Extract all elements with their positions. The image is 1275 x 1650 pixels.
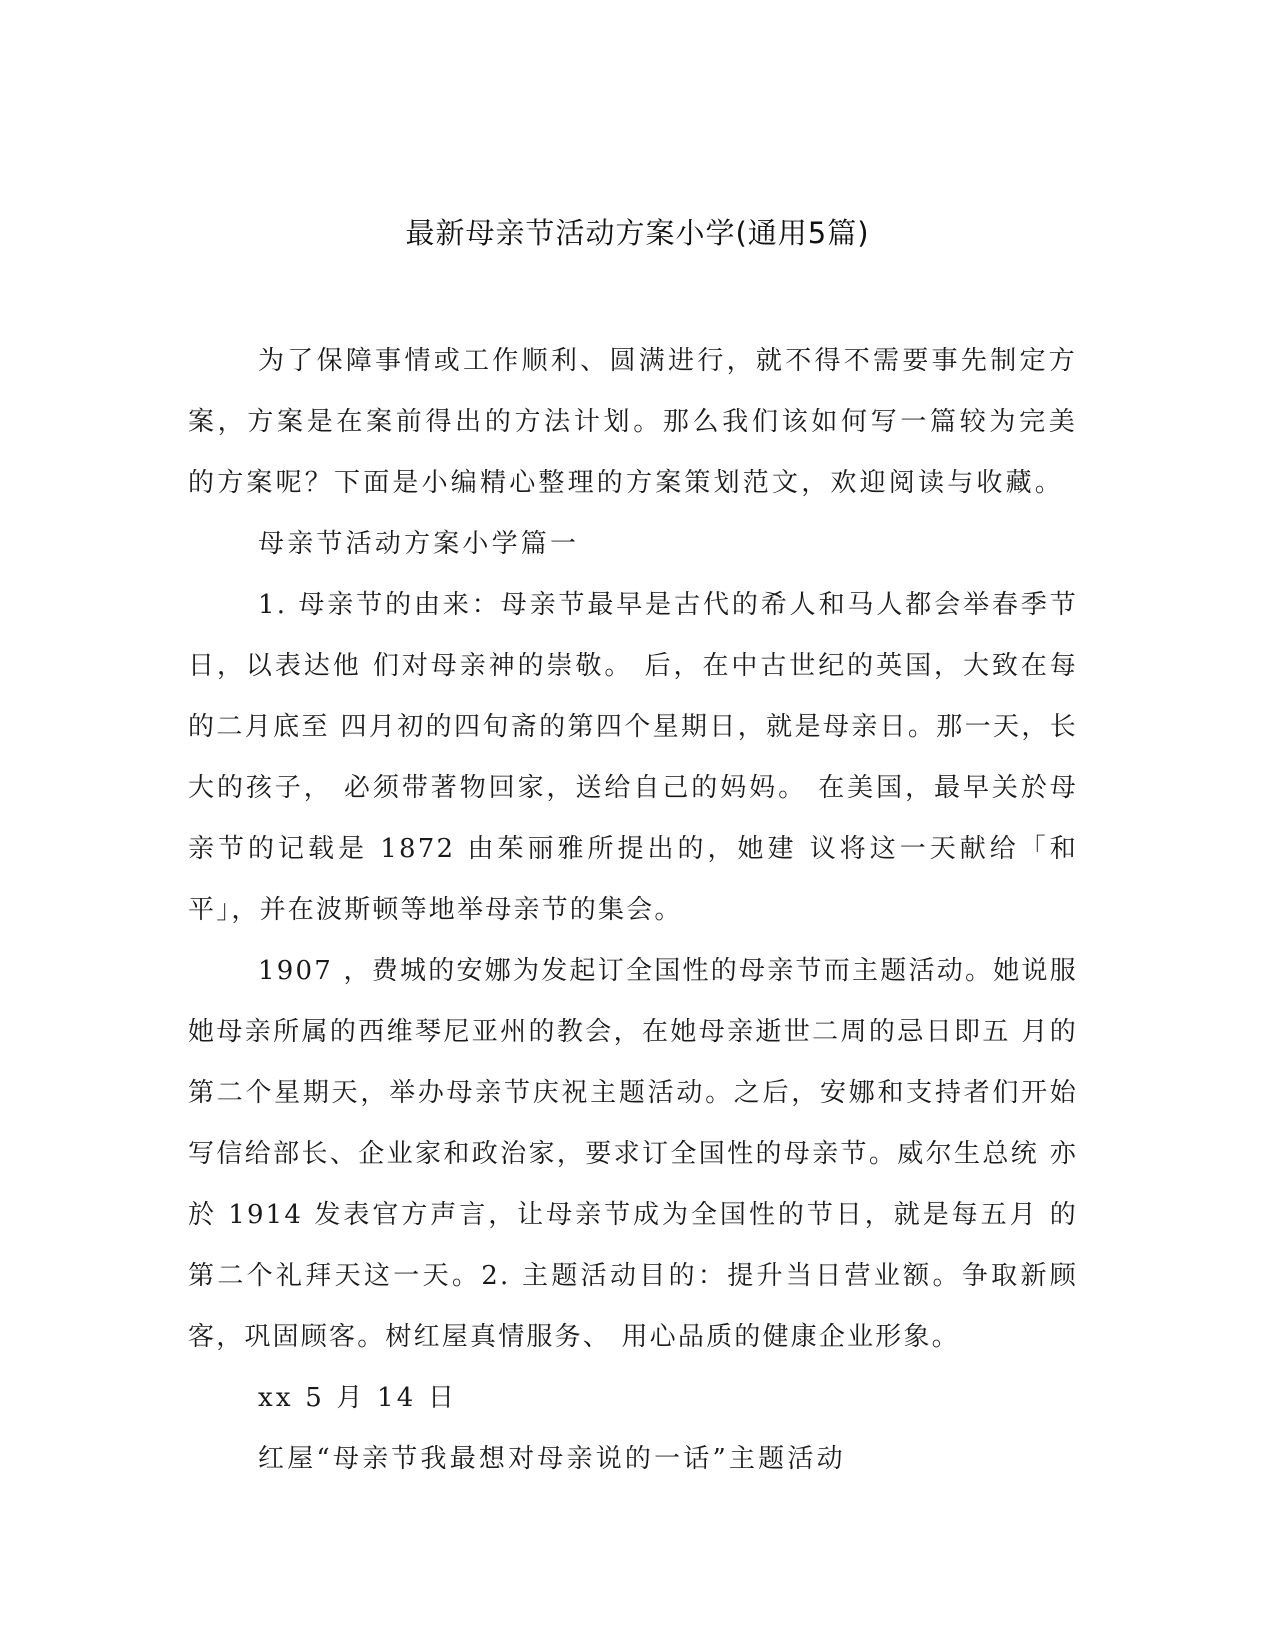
date-line: xx 5 月 14 日 bbox=[258, 1383, 458, 1413]
body-paragraph: 1. 母亲节的由来：母亲节最早是古代的希人和马人都会举春季节日，以表达他 们对母亲神的崇敬。 后，在中古世纪的英国，大致在每的二月底至 四月初的四旬斋的第四个星期日，就是母亲日。那一天，长大的孩子， 必须带著物回家，送给自己的妈妈。 在美国，最早关於母亲节的记载是 1872 由茱丽雅所提出的，她建 议将这一天献给「和平」，并在波斯顿等地举母亲节的集会。 bbox=[188, 590, 1078, 925]
body-paragraph: 1907 ，费城的安娜为发起订全国性的母亲节而主题活动。她说服她母亲所属的西维琴尼亚州的教会，在她母亲逝世二周的忌日即五 月的第二个星期天，举办母亲节庆祝主题活动。之后，安娜和支持者们开始 写信给部长、企业家和政治家，要求订全国性的母亲节。威尔生总统 亦於 1914 发表官方声言，让母亲节成为全国性的节日，就是每五月 的第二个礼拜天这一天。2. 主题活动目的：提升当日营业额。争取新顾客，巩固顾客。树红屋真情服务、 用心品质的健康企业形象。 bbox=[188, 956, 1078, 1352]
document-title: 最新母亲节活动方案小学(通用5篇) bbox=[405, 216, 870, 250]
document-body bbox=[188, 331, 1078, 1490]
section-heading: 母亲节活动方案小学篇一 bbox=[258, 529, 580, 559]
intro-paragraph: 为了保障事情或工作顺利、圆满进行，就不得不需要事先制定方案，方案是在案前得出的方法计划。那么我们该如何写一篇较为完美的方案呢？下面是小编精心整理的方案策划范文，欢迎阅读与收藏。 bbox=[188, 346, 1078, 498]
activity-line: 红屋“母亲节我最想对母亲说的一话”主题活动 bbox=[258, 1444, 846, 1474]
